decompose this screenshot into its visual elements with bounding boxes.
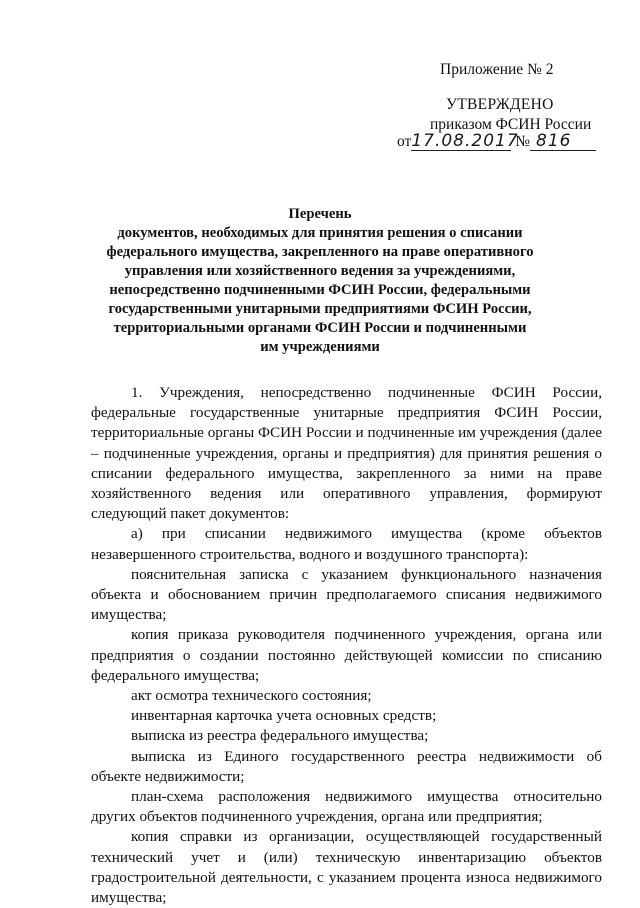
document-body (91, 383, 602, 908)
list-item: инвентарная карточка учета основных средств; (131, 707, 437, 725)
paragraph-1: 1. Учреждения, непосредственно подчиненные ФСИН России, федеральные государственные унитарные предприятия ФСИН России, территориальные органы ФСИН России и подчиненные им учреждения (далее – подчиненные учреждения, органы и предприятия) для принятия решения о списании федерального имущества, закрепленного за ними на праве хозяйственного ведения или оперативного управления, формируют следующий пакет документов: (91, 384, 602, 523)
list-item: копия приказа руководителя подчиненного учреждения, органа или предприятия о создании постоянно действующей комиссии по списанию федерального имущества; (91, 626, 602, 684)
list-item: копия справки из организации, осуществляющей государственный технический учет и (или) техническую инвентаризацию объектов градостроительной деятельности, с указанием процента износа недвижимого имущества; (91, 828, 602, 907)
handwritten-date: 17.08.2017 (411, 131, 519, 151)
list-item: план-схема расположения недвижимого имущества относительно других объектов подчиненного учреждения, органа или предприятия; (91, 788, 602, 826)
list-item: выписка из Единого государственного реестра недвижимости об объекте недвижимости; (91, 747, 602, 785)
from-prefix: от (397, 133, 412, 150)
paragraph-a: а) при списании недвижимого имущества (кроме объектов незавершенного строительства, водного и воздушного транспорта): (91, 525, 602, 563)
title-line: управления или хозяйственного ведения за учреждениями, (124, 263, 516, 279)
title-line: документов, необходимых для принятия решения о списании (117, 225, 523, 241)
list-item: выписка из реестра федерального имущества; (131, 727, 429, 745)
title-line: федерального имущества, закрепленного на праве оперативного (106, 244, 534, 260)
approved-label: УТВЕРЖДЕНО (446, 96, 554, 113)
list-item: акт осмотра технического состояния; (131, 687, 372, 705)
handwritten-number: 816 (530, 132, 596, 151)
appendix-label: Приложение № 2 (440, 61, 554, 78)
document-title (100, 205, 540, 357)
order-date-line (397, 132, 596, 152)
list-item: пояснительная записка с указанием функционального назначения объекта и обоснованием причин предполагаемого списания недвижимого имущества; (91, 565, 602, 624)
title-heading: Перечень (288, 206, 352, 222)
order-label: приказом ФСИН России (430, 116, 592, 133)
number-prefix: № (515, 133, 530, 150)
title-line: территориальными органами ФСИН России и подчиненными (113, 320, 527, 336)
title-line: им учреждениями (260, 339, 380, 355)
title-line: государственными унитарными предприятиями ФСИН России, (108, 301, 532, 317)
title-line: непосредственно подчиненными ФСИН России, федеральными (109, 282, 531, 298)
